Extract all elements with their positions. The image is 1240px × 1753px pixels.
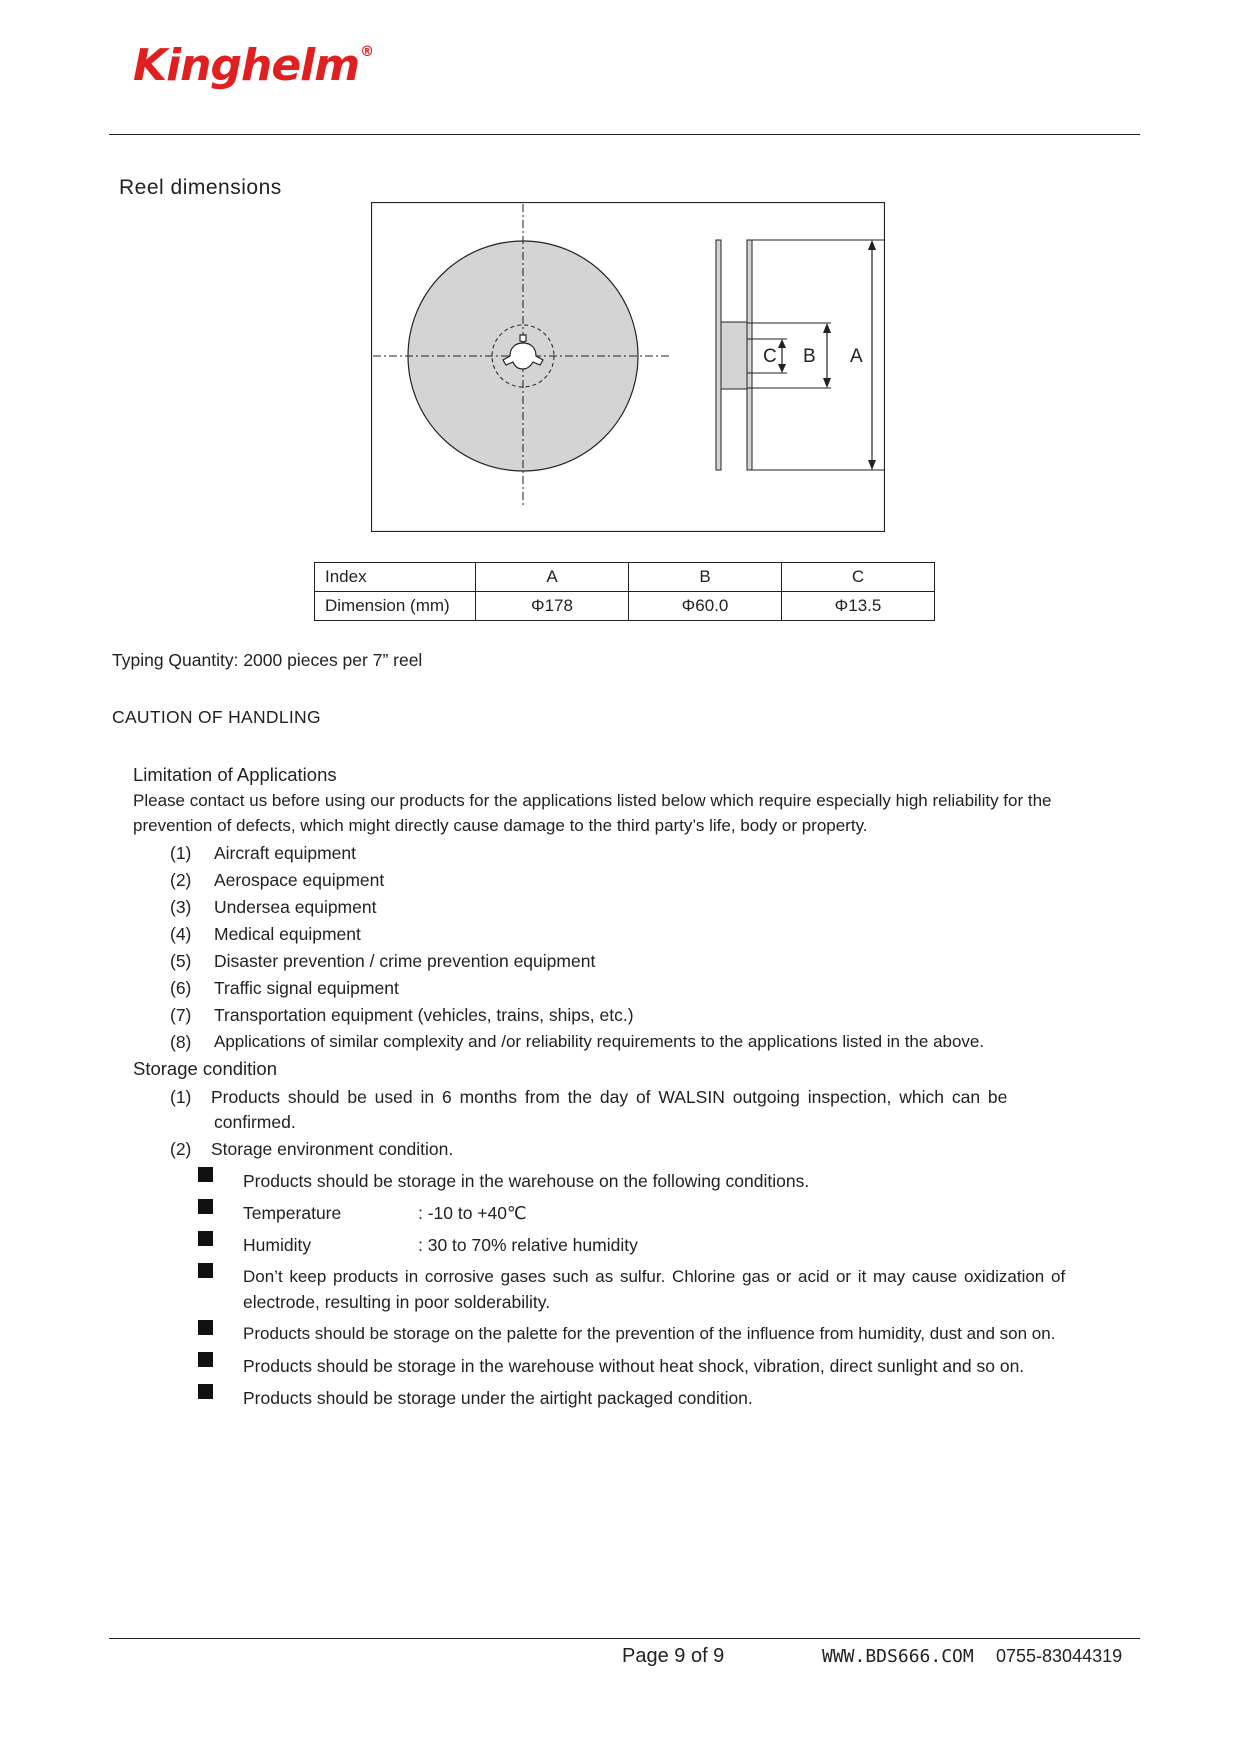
list-item: Traffic signal equipment [214,978,399,998]
label-c: C [763,346,777,367]
list-item-num: (6) [170,978,192,998]
square-bullet-icon [198,1231,213,1246]
square-bullet-icon [198,1352,213,1367]
table-cell: Dimension (mm) [315,592,476,621]
list-item-num: (2) [170,1139,192,1159]
list-item: Aircraft equipment [214,843,357,863]
flange-right [747,240,752,470]
table-cell: B [629,563,782,592]
table-cell: A [476,563,629,592]
storage-heading: Storage condition [133,1058,277,1079]
reel-heading: Reel dimensions [119,176,282,199]
table-cell: C [782,563,935,592]
page-number: Page 9 of 9 [622,1645,725,1667]
limitation-text-line2: prevention of defects, which might directly cause damage to the third party’s life, body or property. [133,816,868,835]
brand-logo [133,40,373,91]
list-item: Disaster prevention / crime prevention equipment [214,951,596,971]
condition-item: Products should be storage under the airtight packaged condition. [243,1388,753,1408]
condition-item: Products should be storage in the warehouse on the following conditions. [243,1171,810,1191]
reel-dimension-table [314,562,935,621]
list-item: Medical equipment [214,924,361,944]
condition-item-cont: electrode, resulting in poor solderability. [243,1292,551,1312]
table-cell: Φ178 [476,592,629,621]
table-row [315,563,935,592]
condition-item: Products should be storage on the palette for the prevention of the influence from humidity, dust and son on. [243,1324,1056,1343]
website-link[interactable]: WWW.BDS666.COM [822,1646,974,1667]
list-item-num: (7) [170,1005,192,1025]
header-rule [109,134,1140,135]
condition-value: : -10 to +40℃ [418,1203,527,1223]
list-item: Transportation equipment (vehicles, trains, ships, etc.) [214,1005,634,1025]
hub-side [721,322,747,389]
square-bullet-icon [198,1167,213,1182]
condition-value: : 30 to 70% relative humidity [418,1235,638,1255]
typing-quantity: Typing Quantity: 2000 pieces per 7” reel [112,650,423,670]
table-cell: Φ60.0 [629,592,782,621]
footer-rule [109,1638,1140,1639]
square-bullet-icon [198,1384,213,1399]
list-item-num: (1) [170,1087,192,1107]
square-bullet-icon [198,1320,213,1335]
reel-diagram [371,202,885,532]
square-bullet-icon [198,1199,213,1214]
table-row [315,592,935,621]
list-item: Aerospace equipment [214,870,385,890]
condition-label: Temperature [243,1203,342,1223]
storage-item-1-line2: confirmed. [214,1112,296,1132]
list-item-num: (2) [170,870,192,890]
list-item: Applications of similar complexity and /or reliability requirements to the applications listed in the above. [214,1032,985,1051]
limitation-heading: Limitation of Applications [133,764,337,785]
list-item-num: (5) [170,951,192,971]
table-cell: Index [315,563,476,592]
list-item-num: (3) [170,897,192,917]
storage-item-1-line1: Products should be used in 6 months from the day of WALSIN outgoing inspection, which can be [211,1087,1008,1107]
condition-item: Products should be storage in the warehouse without heat shock, vibration, direct sunlight and so on. [243,1356,1025,1376]
label-a: A [850,346,863,367]
phone-number: 0755-83044319 [996,1646,1123,1666]
label-b: B [803,346,816,367]
registered-mark: ® [360,44,374,60]
table-cell: Φ13.5 [782,592,935,621]
flange-left [716,240,721,470]
brand-name: Kinghelm [133,40,360,91]
list-item: Undersea equipment [214,897,377,917]
condition-label: Humidity [243,1235,312,1255]
list-item-num: (1) [170,843,192,863]
list-item-num: (4) [170,924,192,944]
condition-item: Don’t keep products in corrosive gases such as sulfur. Chlorine gas or acid or it may cause oxidization of [243,1267,1066,1286]
square-bullet-icon [198,1263,213,1278]
storage-item-2: Storage environment condition. [211,1139,454,1159]
caution-title: CAUTION OF HANDLING [112,707,321,727]
limitation-text-line1: Please contact us before using our products for the applications listed below which require especially high reliability for the [133,791,1052,810]
list-item-num: (8) [170,1032,192,1052]
